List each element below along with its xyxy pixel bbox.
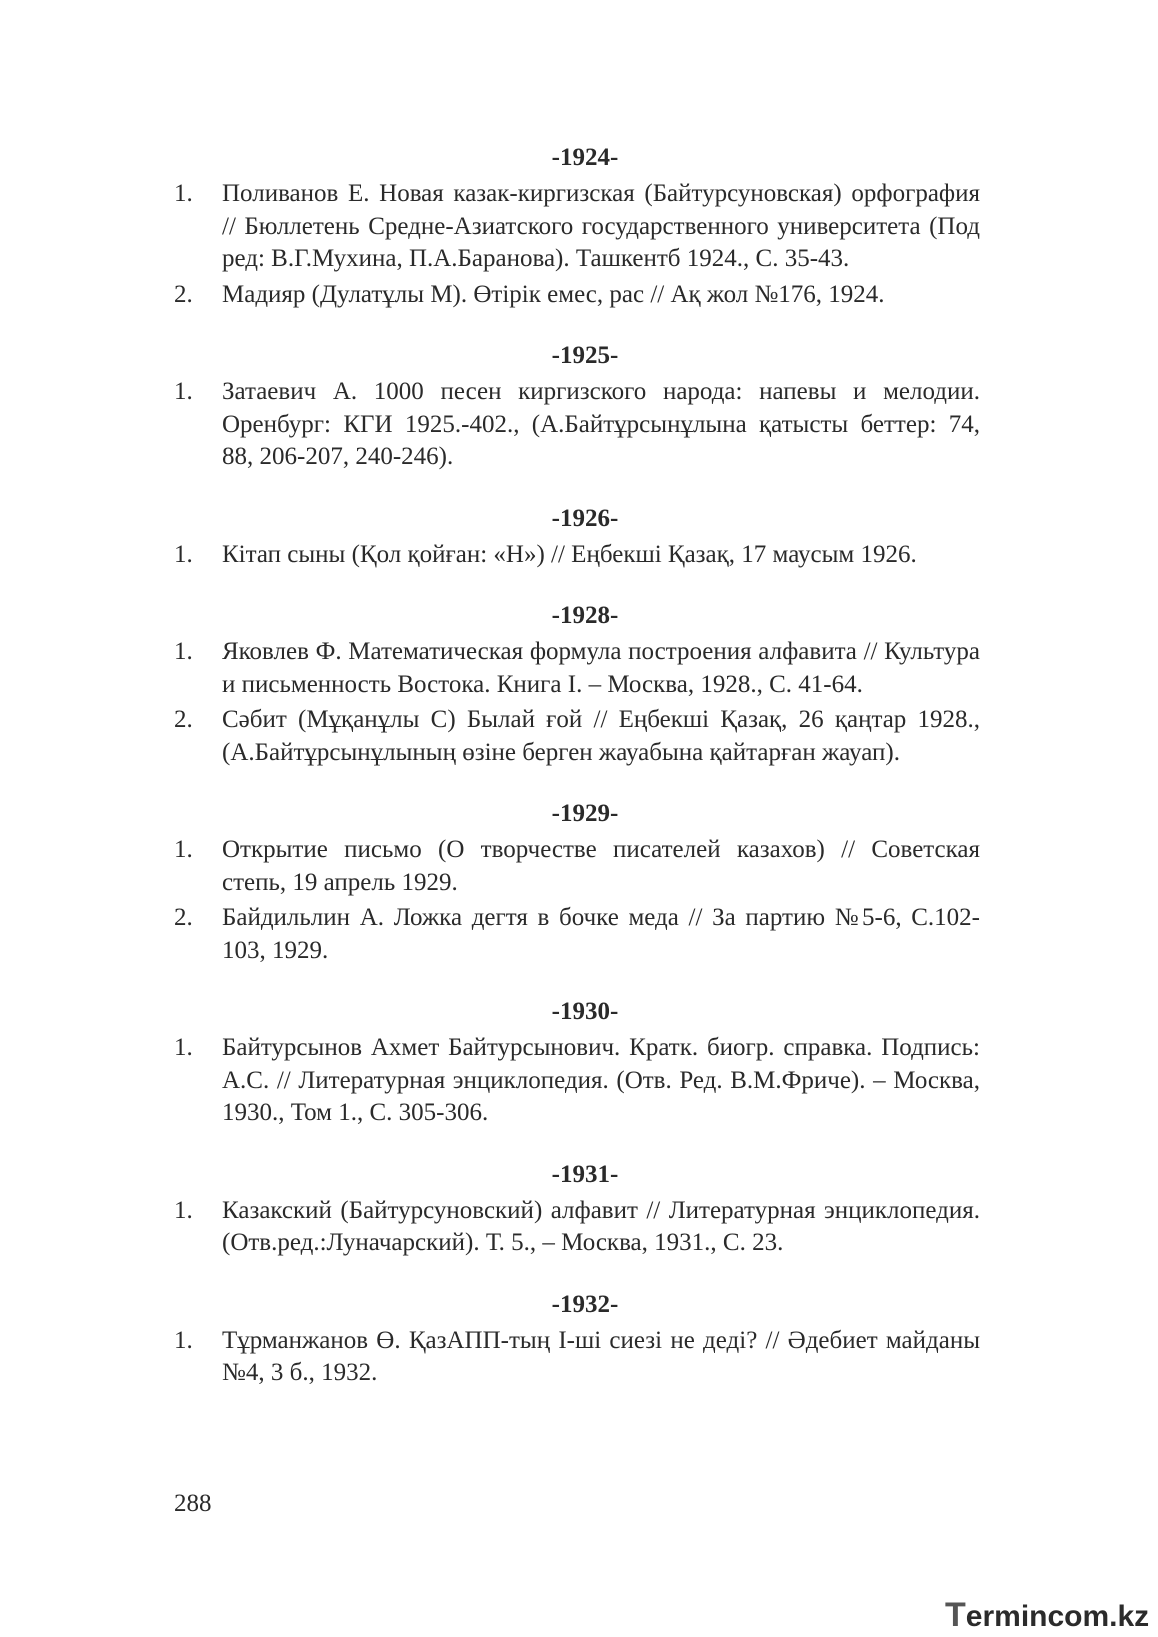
entry-text: Мадияр (Дулатұлы М). Өтірік емес, рас // Ақ жол №176, 1924.	[222, 280, 885, 308]
year-heading: -1931-	[551, 1160, 619, 1188]
entry-number: 1.	[174, 836, 193, 863]
entry-text: Тұрманжанов Ө. ҚазАПП-тың І-ші сиезі не деді? // Әдебиет майданы №4, 3 б., 1932.	[222, 1326, 980, 1386]
entry-text: Яковлев Ф. Математическая формула построения алфавита // Культура и письменность Востока. Книга I. – Москва, 1928., С. 41-64.	[222, 638, 980, 698]
entry-number: 1.	[174, 540, 193, 568]
year-section	[174, 142, 980, 311]
year-section	[174, 798, 980, 967]
entry-number: 1.	[174, 378, 193, 405]
bibliography-entry	[174, 376, 980, 474]
entry-number: 1.	[174, 1196, 193, 1224]
year-heading: -1928-	[551, 602, 619, 629]
bibliography-entry	[174, 704, 980, 769]
entry-number: 1.	[174, 180, 193, 207]
entry-number: 2.	[174, 706, 193, 733]
entry-text: Поливанов Е. Новая казак-киргизская (Байтурсуновская) орфография // Бюллетень Средне-Азиатского государственного университета (Под ред: В.Г.Мухина, П.А.Баранова). Ташкентб 1924., С. 35-43.	[222, 180, 980, 272]
entry-text: Открытие письмо (О творчестве писателей казахов) // Советская степь, 19 апрель 1929.	[222, 836, 980, 896]
bibliography-entry	[174, 1195, 980, 1260]
bibliography-entry	[174, 902, 980, 967]
bibliography-entry	[174, 279, 980, 312]
year-heading: -1932-	[551, 1290, 619, 1318]
bibliography-entry	[174, 834, 980, 899]
year-section	[174, 1159, 980, 1260]
bibliography-entry	[174, 1325, 980, 1390]
bibliography-entry	[174, 1032, 980, 1130]
watermark-logo: Termincom.kz	[945, 1596, 1150, 1634]
year-heading: -1929-	[551, 800, 619, 827]
year-heading: -1926-	[551, 504, 619, 532]
bibliography-entry	[174, 539, 980, 572]
entry-number: 2.	[174, 904, 193, 931]
year-section	[174, 600, 980, 769]
year-section	[174, 503, 980, 572]
entry-number: 1.	[174, 1326, 193, 1354]
bibliography-entry	[174, 178, 980, 276]
entry-text: Байтурсынов Ахмет Байтурсынович. Кратк. биогр. справка. Подпись: А.С. // Литературная энциклопедия. (Отв. Ред. В.М.Фриче). – Москва, 1930., Том 1., С. 305-306.	[222, 1034, 980, 1126]
year-heading: -1930-	[551, 998, 619, 1025]
year-section	[174, 996, 980, 1130]
year-heading: -1925-	[551, 342, 619, 369]
entry-number: 1.	[174, 638, 193, 665]
bibliography-list	[174, 142, 980, 1419]
page-number: 288	[174, 1490, 212, 1517]
entry-text: Кітап сыны (Қол қойған: «Н») // Еңбекші Қазақ, 17 маусым 1926.	[222, 540, 917, 568]
entry-text: Сәбит (Мұқанұлы С) Былай ғой // Еңбекші Қазақ, 26 қаңтар 1928., (А.Байтұрсынұлының өзіне берген жауабына қайтарған жауап).	[222, 706, 980, 766]
entry-text: Байдильлин А. Ложка дегтя в бочке меда // За партию №5-6, С.102-103, 1929.	[222, 904, 980, 964]
entry-number: 1.	[174, 1034, 193, 1061]
bibliography-entry	[174, 636, 980, 701]
entry-text: Казакский (Байтурсуновский) алфавит // Литературная энциклопедия. (Отв.ред.:Луначарский). Т. 5., – Москва, 1931., С. 23.	[222, 1196, 980, 1256]
year-section	[174, 1289, 980, 1390]
entry-text: Затаевич А. 1000 песен киргизского народа: напевы и мелодии. Оренбург: КГИ 1925.-402., (А.Байтұрсынұлына қатысты беттер: 74, 88, 206-207, 240-246).	[222, 378, 980, 470]
year-heading: -1924-	[551, 144, 619, 171]
year-section	[174, 340, 980, 474]
entry-number: 2.	[174, 280, 193, 308]
